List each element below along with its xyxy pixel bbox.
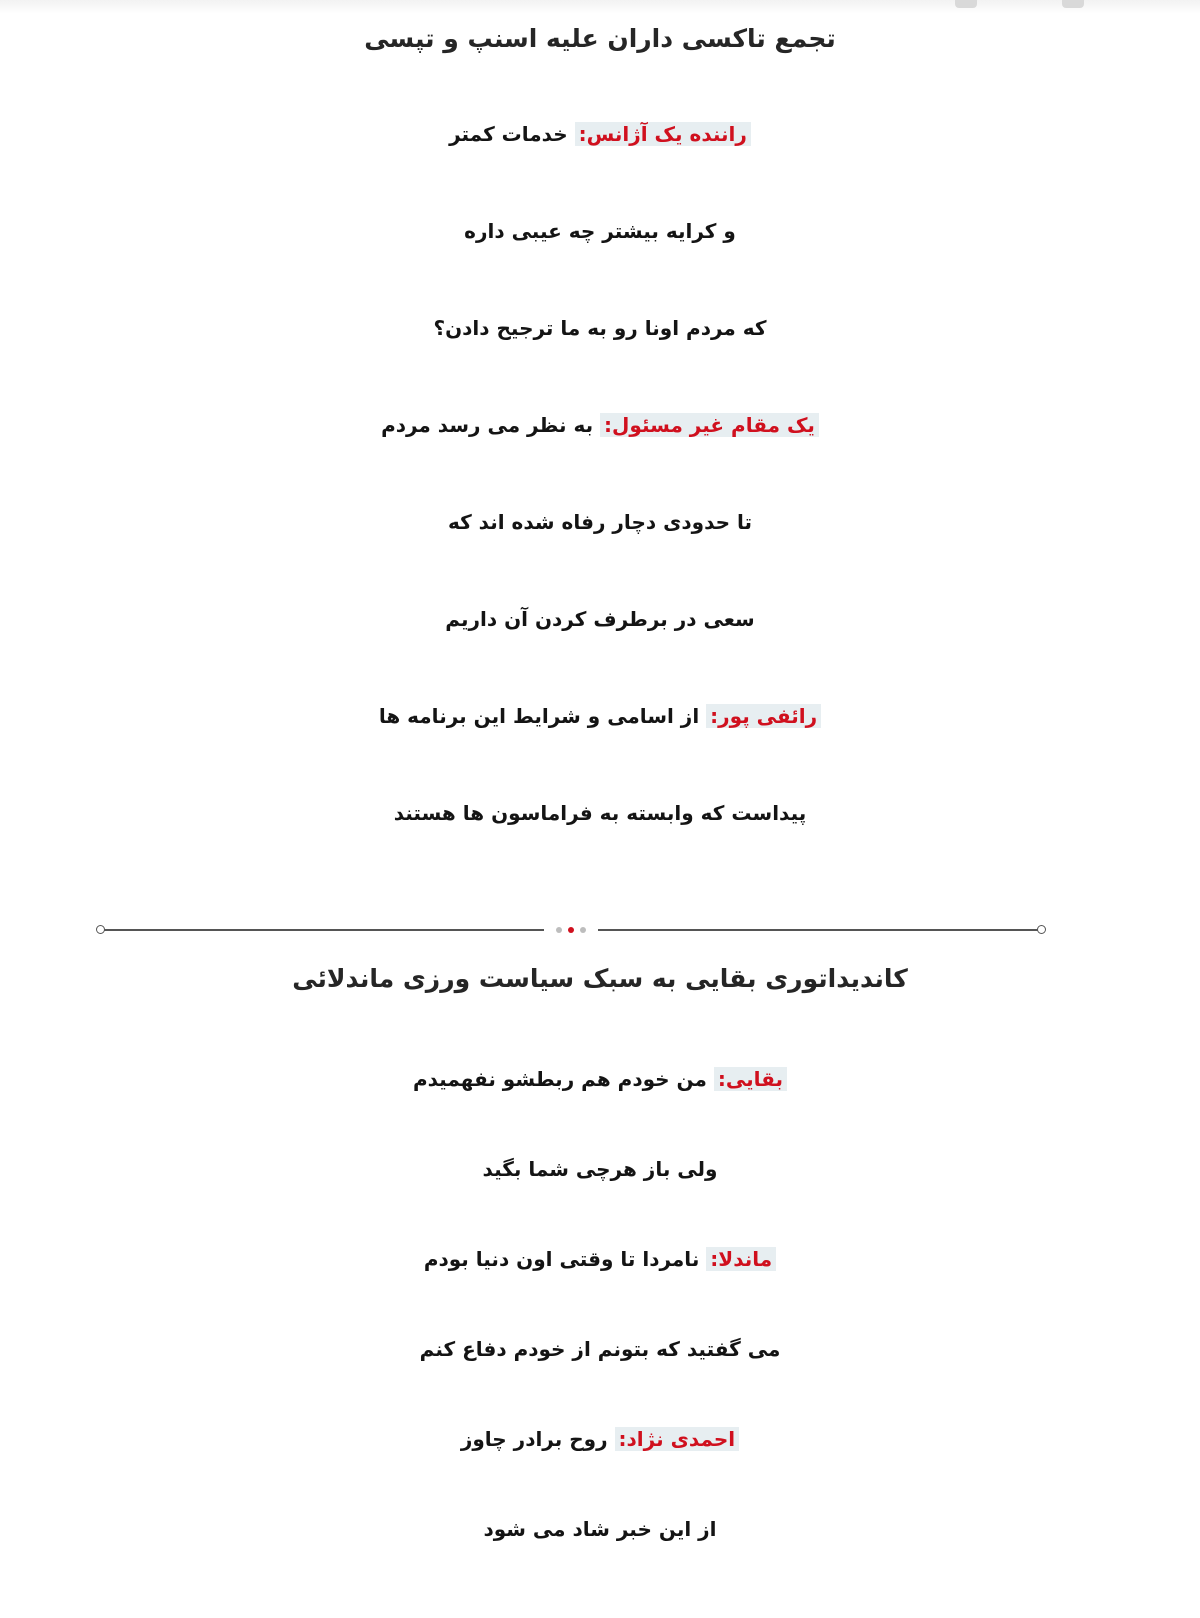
speaker-label: ماندلا: bbox=[706, 1247, 776, 1271]
quote-text: خدمات کمتر bbox=[449, 122, 575, 146]
headline-line bbox=[0, 571, 1200, 668]
kicker: تجمع تاکسی داران علیه اسنپ و تپسی bbox=[364, 24, 836, 53]
quote-text: تا حدودی دچار رفاه شده اند که bbox=[447, 510, 753, 534]
ornament-dot bbox=[568, 927, 574, 933]
quote-text: از این خبر شاد می شود bbox=[483, 1517, 717, 1541]
quote-text: سعی در برطرف کردن آن داریم bbox=[445, 607, 755, 631]
quote-text: به نظر می رسد مردم bbox=[381, 413, 601, 437]
quote-text: که مردم اونا رو به ما ترجیح دادن؟ bbox=[433, 316, 767, 340]
headline-line bbox=[0, 86, 1200, 183]
ornament-dot bbox=[556, 927, 562, 933]
speaker-label: رائفی پور: bbox=[706, 704, 821, 728]
ornament-dot bbox=[580, 927, 586, 933]
page-top-edge bbox=[0, 0, 1200, 14]
quote-text: روح برادر چاوز bbox=[460, 1427, 615, 1451]
headline-line bbox=[0, 1484, 1200, 1574]
divider-end-circle bbox=[96, 925, 105, 934]
article-taxi bbox=[0, 22, 1200, 862]
quote-text: ولی باز هرچی شما بگید bbox=[482, 1157, 718, 1181]
headline-line bbox=[0, 668, 1200, 765]
corner-mark bbox=[955, 0, 977, 8]
headline-line bbox=[0, 765, 1200, 862]
headline bbox=[0, 86, 1200, 862]
quote-text: من خودم هم ربطشو نفهمیدم bbox=[412, 1067, 714, 1091]
article-baghaei bbox=[0, 962, 1200, 1574]
speaker-label: یک مقام غیر مسئول: bbox=[600, 413, 819, 437]
headline-line bbox=[0, 1394, 1200, 1484]
quote-text: پیداست که وابسته به فراماسون ها هستند bbox=[393, 801, 807, 825]
divider-end-circle bbox=[1037, 925, 1046, 934]
headline-line bbox=[0, 280, 1200, 377]
quote-text: از اسامی و شرایط این برنامه ها bbox=[378, 704, 707, 728]
speaker-label: بقایی: bbox=[714, 1067, 787, 1091]
divider-ornament bbox=[544, 924, 598, 936]
headline-line bbox=[0, 474, 1200, 571]
headline-line bbox=[0, 1304, 1200, 1394]
section-divider bbox=[96, 920, 1046, 940]
headline-line bbox=[0, 377, 1200, 474]
speaker-label: راننده یک آژانس: bbox=[575, 122, 751, 146]
headline bbox=[0, 1034, 1200, 1574]
corner-mark bbox=[1062, 0, 1084, 8]
quote-text: می گفتید که بتونم از خودم دفاع کنم bbox=[419, 1337, 781, 1361]
headline-line bbox=[0, 183, 1200, 280]
speaker-label: احمدی نژاد: bbox=[615, 1427, 740, 1451]
headline-line bbox=[0, 1124, 1200, 1214]
quote-text: نامردا تا وقتی اون دنیا بودم bbox=[423, 1247, 707, 1271]
quote-text: و کرایه بیشتر چه عیبی داره bbox=[464, 219, 736, 243]
kicker: کاندیداتوری بقایی به سبک سیاست ورزی ماندلائی bbox=[292, 964, 908, 993]
headline-line bbox=[0, 1034, 1200, 1124]
headline-line bbox=[0, 1214, 1200, 1304]
